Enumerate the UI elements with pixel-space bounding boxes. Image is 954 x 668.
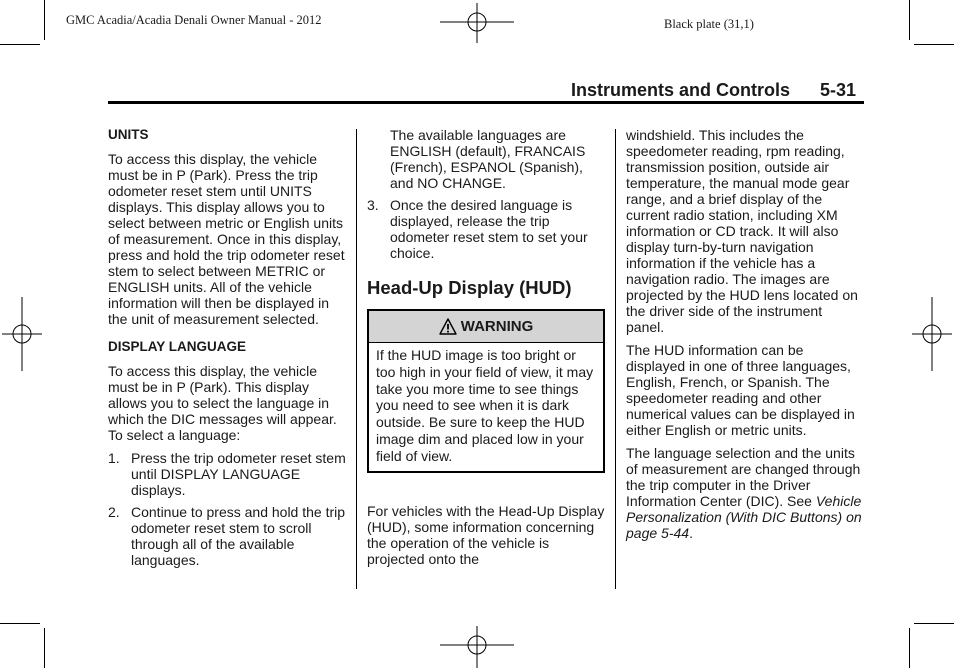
warning-box [367,309,605,473]
crop-mark-tl-h [0,44,40,45]
cross-reference-link[interactable]: Vehicle Personalization (With DIC Buttons) on page 5-44 [626,493,862,541]
language-steps-cont [367,197,605,261]
step-continuation: The available languages are ENGLISH (default), FRANCAIS (French), ESPANOL (Spanish), and NO CHANGE. [390,127,586,191]
hud-heading: Head-Up Display (HUD) [367,277,572,298]
section-title: Instruments and Controls [571,80,791,100]
crop-mark-bl-v [44,628,45,668]
step-number: 2. [108,504,120,520]
hud-paragraph: For vehicles with the Head-Up Display (HUD), some information concerning the operation of the vehicle is projected onto the [367,502,605,567]
list-item [108,450,348,498]
registration-mark-icon [2,297,42,371]
step-text: Once the desired language is displayed, release the trip odometer reset stem to set your choice. [390,197,588,261]
header-rule [108,101,864,104]
hud-paragraph-cont: windshield. This includes the speedometer reading, rpm reading, transmission position, outside air temperature, the manual mode gear range, and a brief display of the current radio station, including XM information or CD track. It will also display turn-by-turn navigation information if the vehicle has a navigation radio. The images are projected by the HUD lens located on the driver side of the instrument panel. [626,127,858,335]
warning-text: If the HUD image is too bright or too high in your field of view, it may take you more time to see things you need to see when it is dark outside. Be sure to keep the HUD image dim and placed low in your field of view. [376,347,594,464]
warning-label: WARNING [460,317,534,335]
running-title: GMC Acadia/Acadia Denali Owner Manual - 2012 [66,13,322,27]
step-text: Continue to press and hold the trip odometer reset stem to scroll through all of the available languages. [131,504,346,568]
registration-mark-icon [440,626,514,668]
list-item [108,504,348,568]
page-number: 5-31 [820,80,857,100]
column-divider [615,129,616,589]
crop-mark-br-h [914,623,954,624]
crop-mark-tr-v [909,0,910,40]
crop-mark-br-v [909,628,910,668]
hud-settings-paragraph [626,445,864,541]
registration-mark-icon [912,297,952,371]
column-3 [626,127,864,548]
units-heading: UNITS [108,127,149,142]
language-steps [108,450,348,568]
section-header [571,80,856,101]
crop-mark-bl-h [0,623,40,624]
crop-mark-tl-v [44,0,45,40]
column-2 [367,127,605,574]
step-number: 3. [367,197,379,213]
warning-triangle-icon [439,318,457,335]
hud-language-paragraph: The HUD information can be displayed in one of three languages, English, French, or Spanish. The speedometer reading and other numerical values can be displayed in either English or metric units. [626,342,855,438]
units-paragraph: To access this display, the vehicle must be in P (Park). Press the trip odometer reset stem until UNITS displays. This display allows you to select between metric or English units of measurement. Once in this display, press and hold the trip odometer reset stem to select between METRIC or ENGLISH units. All of the vehicle information will then be displayed in the unit of measurement selected. [108,151,345,327]
step-text: Press the trip odometer reset stem until DISPLAY LANGUAGE displays. [131,450,346,498]
settings-text: The language selection and the units of measurement are changed through the trip computer in the Driver Information Center (DIC). See [626,445,861,509]
list-item [367,197,605,261]
step-number: 1. [108,450,120,466]
display-language-paragraph: To access this display, the vehicle must be in P (Park). This display allows you to select the language in which the DIC messages will appear. To select a language: [108,363,337,443]
column-divider [356,129,357,589]
settings-text-end: . [689,525,693,541]
registration-mark-icon [440,3,514,43]
warning-header [369,311,603,343]
display-language-heading: DISPLAY LANGUAGE [108,339,247,354]
column-1 [108,127,348,574]
crop-mark-tr-h [914,44,954,45]
plate-label: Black plate (31,1) [664,17,754,31]
